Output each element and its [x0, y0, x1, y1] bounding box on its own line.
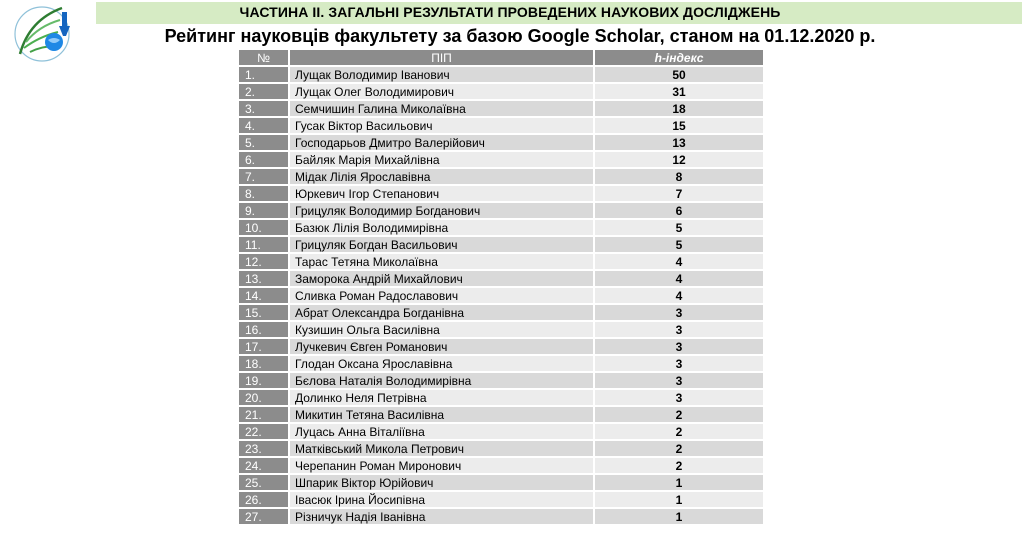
table-row	[239, 390, 765, 407]
row-h-index: 5	[595, 220, 765, 237]
row-name: Господарьов Дмитро Валерійович	[290, 135, 595, 152]
table-body	[239, 67, 765, 526]
page-title: Рейтинг науковців факультету за базою Google Scholar, станом на 01.12.2020 р.	[164, 26, 876, 46]
row-name: Грицуляк Володимир Богданович	[290, 203, 595, 220]
row-h-index: 13	[595, 135, 765, 152]
row-number: 10.	[239, 220, 290, 237]
table-row	[239, 237, 765, 254]
row-name: Юркевич Ігор Степанович	[290, 186, 595, 203]
row-h-index: 2	[595, 441, 765, 458]
table-row	[239, 356, 765, 373]
row-name: Сливка Роман Радославович	[290, 288, 595, 305]
row-h-index: 31	[595, 84, 765, 101]
row-name: Семчишин Галина Миколаївна	[290, 101, 595, 118]
table-row	[239, 305, 765, 322]
table-row	[239, 407, 765, 424]
row-number: 13.	[239, 271, 290, 288]
row-number: 23.	[239, 441, 290, 458]
table-row	[239, 322, 765, 339]
row-h-index: 3	[595, 305, 765, 322]
row-name: Байляк Марія Михайлівна	[290, 152, 595, 169]
table-row	[239, 152, 765, 169]
row-number: 3.	[239, 101, 290, 118]
row-name: Лущак Олег Володимирович	[290, 84, 595, 101]
row-h-index: 8	[595, 169, 765, 186]
row-name: Матківський Микола Петрович	[290, 441, 595, 458]
row-number: 27.	[239, 509, 290, 526]
row-h-index: 3	[595, 373, 765, 390]
table-row	[239, 339, 765, 356]
row-h-index: 4	[595, 254, 765, 271]
row-name: Долинко Неля Петрівна	[290, 390, 595, 407]
row-h-index: 3	[595, 356, 765, 373]
row-h-index: 3	[595, 390, 765, 407]
table-row	[239, 220, 765, 237]
rating-table	[239, 50, 765, 526]
row-h-index: 2	[595, 407, 765, 424]
row-name: Лучкевич Євген Романович	[290, 339, 595, 356]
row-name: Микитин Тетяна Василівна	[290, 407, 595, 424]
row-number: 24.	[239, 458, 290, 475]
row-number: 8.	[239, 186, 290, 203]
column-header-h-index: h-індекс	[595, 50, 765, 67]
row-number: 4.	[239, 118, 290, 135]
row-h-index: 7	[595, 186, 765, 203]
table-row	[239, 458, 765, 475]
row-h-index: 3	[595, 322, 765, 339]
row-h-index: 18	[595, 101, 765, 118]
row-number: 20.	[239, 390, 290, 407]
table-row	[239, 373, 765, 390]
table-row	[239, 118, 765, 135]
row-h-index: 2	[595, 424, 765, 441]
table-row	[239, 271, 765, 288]
row-name: Шпарик Віктор Юрійович	[290, 475, 595, 492]
table-header-row	[239, 50, 765, 67]
table-row	[239, 288, 765, 305]
row-number: 22.	[239, 424, 290, 441]
row-number: 12.	[239, 254, 290, 271]
row-name: Базюк Лілія Володимирівна	[290, 220, 595, 237]
row-name: Черепанин Роман Миронович	[290, 458, 595, 475]
row-number: 18.	[239, 356, 290, 373]
table-row	[239, 203, 765, 220]
table-row	[239, 509, 765, 526]
row-h-index: 1	[595, 475, 765, 492]
row-number: 2.	[239, 84, 290, 101]
row-name: Луцась Анна Віталіївна	[290, 424, 595, 441]
column-header-name: ПІП	[290, 50, 595, 67]
table-row	[239, 186, 765, 203]
row-name: Мідак Лілія Ярославівна	[290, 169, 595, 186]
row-name: Глодан Оксана Ярославівна	[290, 356, 595, 373]
row-h-index: 2	[595, 458, 765, 475]
row-h-index: 50	[595, 67, 765, 84]
row-number: 17.	[239, 339, 290, 356]
table-row	[239, 441, 765, 458]
row-h-index: 3	[595, 339, 765, 356]
row-name: Кузишин Ольга Василівна	[290, 322, 595, 339]
section-title: ЧАСТИНА ІІ. ЗАГАЛЬНІ РЕЗУЛЬТАТИ ПРОВЕДЕНИХ НАУКОВИХ ДОСЛІДЖЕНЬ	[239, 4, 781, 20]
row-number: 14.	[239, 288, 290, 305]
row-number: 16.	[239, 322, 290, 339]
row-name: Грицуляк Богдан Васильович	[290, 237, 595, 254]
row-name: Абрат Олександра Богданівна	[290, 305, 595, 322]
table-row	[239, 67, 765, 84]
row-h-index: 12	[595, 152, 765, 169]
row-number: 25.	[239, 475, 290, 492]
table-row	[239, 84, 765, 101]
row-name: Тарас Тетяна Миколаївна	[290, 254, 595, 271]
row-number: 15.	[239, 305, 290, 322]
table-row	[239, 475, 765, 492]
row-number: 1.	[239, 67, 290, 84]
table-row	[239, 492, 765, 509]
row-h-index: 4	[595, 271, 765, 288]
row-name: Різничук Надія Іванівна	[290, 509, 595, 526]
table-row	[239, 101, 765, 118]
university-emblem-icon	[6, 2, 86, 64]
row-h-index: 15	[595, 118, 765, 135]
table-row	[239, 254, 765, 271]
row-name: Бєлова Наталія Володимирівна	[290, 373, 595, 390]
row-name: Івасюк Ірина Йосипівна	[290, 492, 595, 509]
row-name: Гусак Віктор Васильович	[290, 118, 595, 135]
row-name: Заморока Андрій Михайлович	[290, 271, 595, 288]
row-number: 6.	[239, 152, 290, 169]
row-h-index: 4	[595, 288, 765, 305]
row-number: 7.	[239, 169, 290, 186]
row-number: 5.	[239, 135, 290, 152]
column-header-number: №	[239, 50, 290, 67]
row-name: Лущак Володимир Іванович	[290, 67, 595, 84]
table-row	[239, 169, 765, 186]
row-h-index: 1	[595, 509, 765, 526]
row-h-index: 6	[595, 203, 765, 220]
row-number: 19.	[239, 373, 290, 390]
table-row	[239, 135, 765, 152]
row-number: 26.	[239, 492, 290, 509]
row-number: 11.	[239, 237, 290, 254]
row-h-index: 5	[595, 237, 765, 254]
row-number: 9.	[239, 203, 290, 220]
table-row	[239, 424, 765, 441]
row-h-index: 1	[595, 492, 765, 509]
row-number: 21.	[239, 407, 290, 424]
